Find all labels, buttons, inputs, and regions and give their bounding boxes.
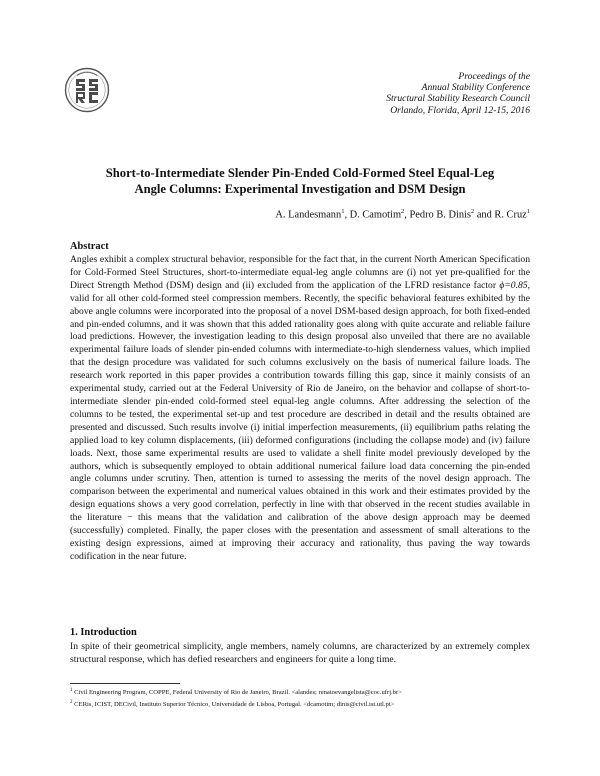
- author-name: A. Landesmann: [275, 209, 342, 221]
- footnote-mark: 1: [70, 688, 73, 693]
- abstract-text-part: , valid for all other cold-formed steel compression members. Recently, the specific behavioral features exhibited by the above angle columns were incorporated into the proposal of a novel DSM-based design approach, for both fixed-ended and pin-ended columns, and it was shown that this added rationality goes along with quite accurate and reliable failure load predictions. However, the investigation leading to this design proposal also unveiled that there are no available experimental failure loads of slender pin-ended columns with intermediate-to-high slenderness values, which implied that the design procedure was validated for such columns exclusively on the basis of numerical failure loads. The research work reported in this paper provides a contribution towards filling this gap, since it mainly consists of an experimental study, carried out at the Federal University of Rio de Janeiro, on the behavior and collapse of short-to-intermediate slender pin-ended cold-formed steel equal-leg angle columns. After addressing the selection of the columns to be tested, the experimental set-up and test procedure are described in detail and the results obtained are presented and discussed. Such results involve (i) initial imperfection measurements, (ii) equilibrium paths relating the applied load to key column displacements, (iii) deformed configurations (including the collapse mode) and (iv) failure loads. Next, those same experimental results are used to validate a shell finite model previously developed by the authors, which is subsequently employed to obtain additional numerical failure load data concerning the pin-ended angle columns under scrutiny. Then, attention is turned to assessing the merits of the novel design approach. The comparison between the experimental and numerical values obtained in this work and their estimates provided by the design equations shows a very good correlation, perfectly in line with that observed in the recent studies available in the literature − this means that the validation and calibration of the above design approach may be deemed (successfully) completed. Finally, the paper closes with the presentation and assessment of small alterations to the existing design expressions, aimed at improving their accuracy and rationality, thus paving the way towards codification in the near future.: [70, 279, 530, 562]
- resistance-factor: ϕ=0.85: [499, 279, 528, 291]
- proceedings-line: Proceedings of the: [458, 71, 530, 82]
- abstract-text-part: Angles exhibit a complex structural behavior, responsible for the fact that, in the current North American Specification for Cold-Formed Steel Structures, short-to-intermediate equal-leg angle columns are (i) not yet pre-qualified for the Direct Strength Method (DSM) design and (ii) excluded from the application of the LFRD resistance factor: [70, 254, 530, 291]
- abstract-heading: Abstract: [70, 241, 109, 252]
- author-affiliation-mark: 2: [470, 208, 475, 215]
- footnote: [70, 686, 530, 698]
- abstract-text: [70, 254, 530, 564]
- title-line: Short-to-Intermediate Slender Pin-Ended Cold-Formed Steel Equal-Leg: [105, 166, 495, 180]
- footnote-divider: [70, 683, 180, 684]
- footnotes: [70, 686, 530, 710]
- author-name: D. Camotim: [349, 209, 402, 221]
- author-list: [275, 208, 530, 220]
- proceedings-line: Annual Stability Conference: [421, 82, 530, 94]
- proceedings-line: Structural Stability Research Council: [386, 93, 530, 105]
- author-affiliation-mark: 2: [401, 208, 405, 215]
- author-name: Pedro B. Dinis: [409, 209, 471, 221]
- author-separator: and: [474, 209, 495, 221]
- footnote-text: CERis, ICIST, DECivil, Instituto Superior Técnico, Universidade de Lisboa, Portugal. <dcamotim; dinis@civil.ist.utl.pt>: [74, 700, 395, 708]
- author-name: R. Cruz: [494, 209, 527, 221]
- paper-title: [70, 165, 530, 197]
- introduction-heading: 1. Introduction: [70, 627, 137, 638]
- author-separator: ,: [344, 209, 350, 221]
- introduction-text: In spite of their geometrical simplicity, angle members, namely columns, are characterized by an extremely complex structural response, which has defied researchers and engineers for quite a long time.: [70, 641, 530, 665]
- footnote: [70, 698, 530, 710]
- author-affiliation-mark: 1: [341, 208, 345, 215]
- title-line: Angle Columns: Experimental Investigation and DSM Design: [134, 182, 466, 196]
- author-separator: ,: [404, 209, 410, 221]
- footnote-text: Civil Engineering Program, COPPE, Federal University of Rio de Janeiro, Brazil. <alandes; renatoevangelista@coc.ufrj.br>: [74, 689, 402, 697]
- ssrc-logo: [64, 67, 110, 113]
- author-affiliation-mark: 1: [526, 208, 530, 215]
- footnote-mark: 2: [70, 699, 73, 705]
- proceedings-info: [280, 71, 530, 116]
- proceedings-line: Orlando, Florida, April 12-15, 2016: [390, 104, 530, 116]
